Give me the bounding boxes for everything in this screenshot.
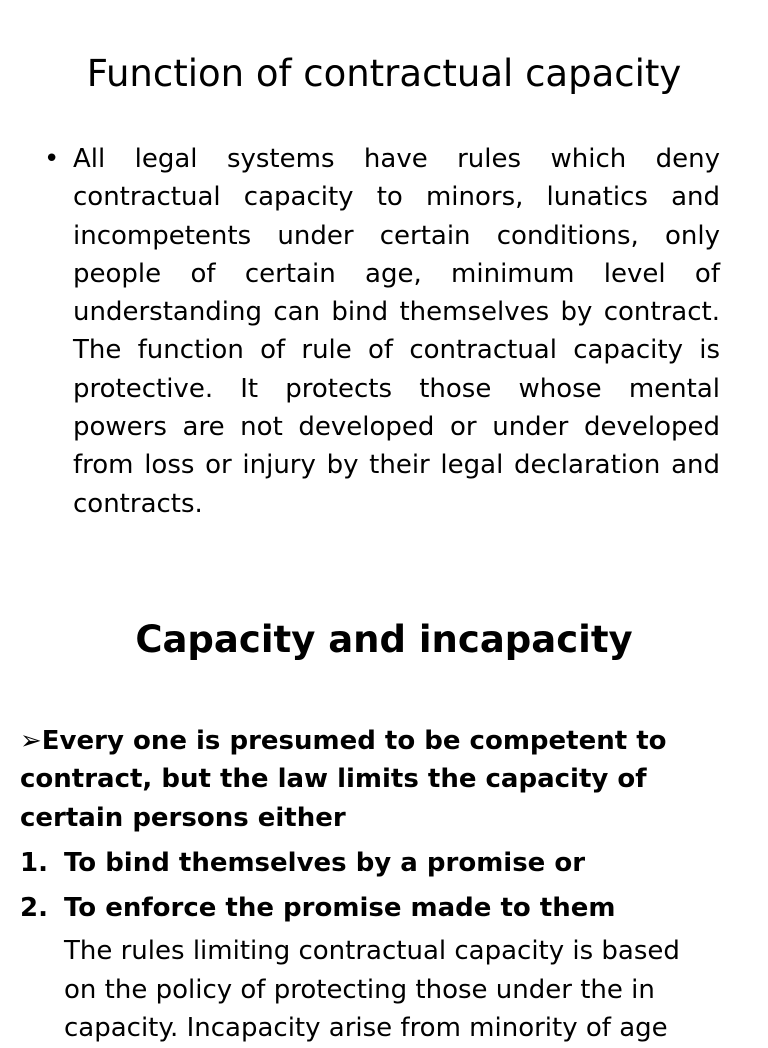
bullet-paragraph: All legal systems have rules which deny contractual capacity to minors, lunatics and incompetents under certain conditions, only people of certain age, minimum level of understanding can bind themselves by contract. The function of rule of contractual capacity is protective. It protects those whose mental powers are not developed or under developed from loss or injury by their legal declaration and contracts. <box>73 144 720 519</box>
slide-title-capacity-incapacity: Capacity and incapacity <box>135 618 633 661</box>
item-number: 2. <box>20 893 48 923</box>
arrow-bullet-icon: ➢ <box>20 726 42 756</box>
arrow-bullet-paragraph <box>20 722 720 837</box>
arrow-bullet-text: Every one is presumed to be competent to contract, but the law limits the capacity of certain persons either <box>20 726 667 833</box>
rules-paragraph: The rules limiting contractual capacity is based on the policy of protecting those under the in capacity. Incapacity arise from minority of age <box>64 936 680 1043</box>
numbered-item-1 <box>20 844 720 882</box>
item-text: To bind themselves by a promise or <box>64 848 586 878</box>
bullet-icon: • <box>44 144 60 174</box>
item-number: 1. <box>20 848 48 878</box>
slide-title-contractual-capacity: Function of contractual capacity <box>86 52 682 95</box>
numbered-item-2 <box>20 889 720 927</box>
item-text: To enforce the promise made to them <box>64 893 616 923</box>
